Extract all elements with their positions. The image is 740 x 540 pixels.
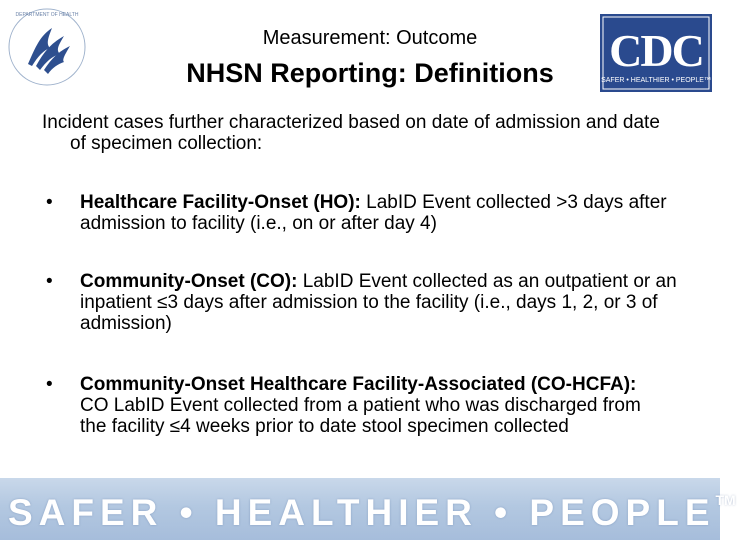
slide-subtitle: Measurement: Outcome (262, 27, 478, 49)
bullet-term: Healthcare Facility-Onset (HO): (80, 192, 361, 213)
bullet-marker: • (46, 192, 53, 213)
cdc-tagline: SAFER • HEALTHIER • PEOPLE™ (601, 77, 711, 84)
bullet-term: Community-Onset Healthcare Facility-Associated (CO-HCFA): (80, 374, 637, 395)
bullet-marker: • (46, 271, 53, 292)
bullet-description: LabID Event collected >3 days after admission to facility (i.e., on or after day 4) (80, 192, 667, 234)
bullet-text (80, 192, 680, 234)
bullet-text (80, 374, 660, 437)
footer-banner (0, 478, 736, 540)
bullet-term: Community-Onset (CO): (80, 271, 298, 292)
bullet-description: CO LabID Event collected from a patient who was discharged from the facility ≤4 weeks prior to date stool specimen collected (80, 395, 641, 437)
svg-text:DEPARTMENT OF HEALTH: DEPARTMENT OF HEALTH (15, 12, 79, 18)
intro-text: Incident cases further characterized based on date of admission and date of specimen collection: (42, 112, 660, 154)
footer-slogan-text: SAFER • HEALTHIER • PEOPLE (8, 492, 716, 533)
footer-trademark: TM (715, 492, 736, 508)
bullet-marker: • (46, 374, 53, 395)
bullet-description: LabID Event collected as an outpatient or an inpatient ≤3 days after admission to the facility (i.e., days 1, 2, or 3 of admission) (80, 271, 677, 334)
cdc-letters: CDC (609, 25, 703, 76)
footer-slogan (8, 492, 736, 534)
slide-title: NHSN Reporting: Definitions (186, 58, 554, 88)
bullet-text (80, 271, 680, 334)
cdc-logo (600, 14, 712, 92)
